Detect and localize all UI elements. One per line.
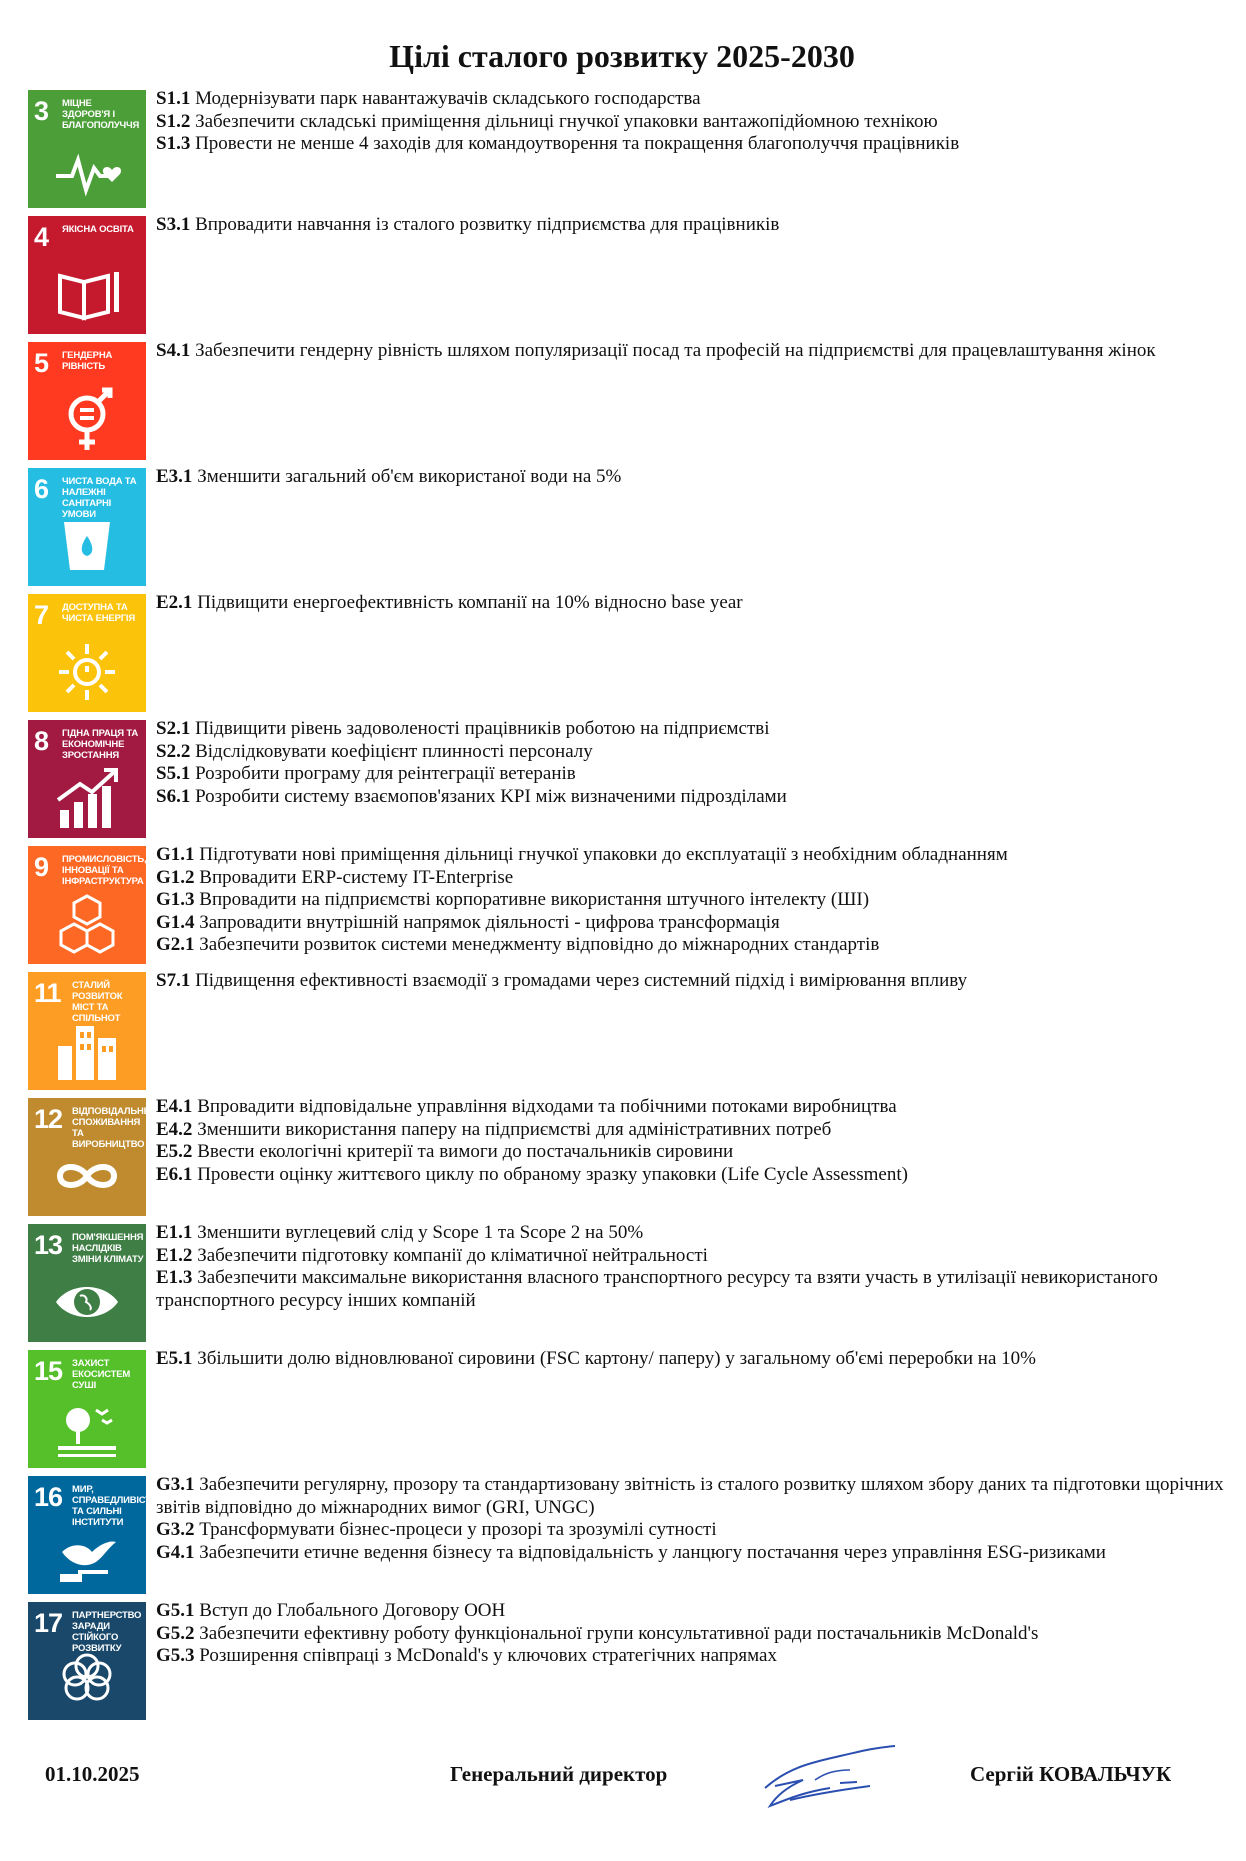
signature-icon [745,1728,905,1820]
sdg-label: ЯКІСНА ОСВІТА [62,224,134,235]
targets-list [156,214,1246,237]
sdg-tile [28,468,146,586]
sdg-label: ГЕНДЕРНА РІВНІСТЬ [62,350,113,372]
sdg-number: 6 [34,474,49,504]
sdg-label: СТАЛИЙ РОЗВИТОК МІСТ ТА СПІЛЬНОТ [72,980,123,1024]
target-code: E6.1 [156,1163,193,1185]
target-item [156,741,1246,764]
target-text: Впровадити ERP-систему IT-Enterprise [199,866,514,888]
target-text: Розробити програму для реінтеграції ветеранів [195,763,576,784]
footer-date: 01.10.2025 [45,1762,140,1786]
sdg-number: 13 [34,1230,63,1260]
sdg-label: ПРОМИСЛОВІСТЬ, ІННОВАЦІЇ ТА ІНФРАСТРУКТУРА [62,854,147,887]
target-item [156,214,1246,237]
sdg-label: МИР, СПРАВЕДЛИВІСТЬ ТА СИЛЬНІ ІНСТИТУТИ [72,1484,158,1528]
targets-list [156,1474,1246,1564]
target-text: Розширення співпраці з McDonald's у ключових стратегічних напрямах [199,1645,777,1666]
target-item [156,763,1246,786]
sdg-tile [28,720,146,838]
target-item [156,1245,1246,1268]
target-item [156,934,1246,957]
target-code: G4.1 [156,1541,195,1563]
sdg-label: ЗАХИСТ ЕКОСИСТЕМ СУШІ [72,1358,131,1391]
target-code: G2.1 [156,934,195,955]
target-code: G1.3 [156,889,195,910]
target-item [156,1141,1246,1164]
target-text: Забезпечити підготовку компанії до кліматичної нейтральності [197,1244,708,1266]
target-text: Забезпечити гендерну рівність шляхом популяризації посад та професій на підприємстві для працевлаштування жінок [195,340,1156,361]
target-code: G3.1 [156,1474,195,1495]
target-text: Підвищити рівень задоволеності працівників роботою на підприємстві [195,718,770,739]
sdg-label: ПАРТНЕРСТВО ЗАРАДИ СТІЙКОГО РОЗВИТКУ [72,1610,142,1654]
targets-list [156,718,1246,808]
targets-list [156,844,1246,957]
target-item [156,1096,1246,1119]
targets-list [156,1348,1246,1371]
sdg-label: ГІДНА ПРАЦЯ ТА ЕКОНОМІЧНЕ ЗРОСТАННЯ [62,728,139,761]
sdg-tile [28,216,146,334]
gender-equality-icon [52,388,122,452]
target-code: G1.2 [156,866,195,888]
target-code: S3.1 [156,214,191,235]
target-text: Забезпечити максимальне використання власного транспортного ресурсу та взяти участь в утилізації невикористаного транспортного ресурсу інших компаній [156,1267,1158,1311]
target-item [156,1119,1246,1142]
water-drop-icon [52,514,122,578]
target-item [156,133,1246,156]
target-text: Впровадити на підприємстві корпоративне використання штучного інтелекту (ШІ) [199,889,870,910]
target-text: Зменшити вуглецевий слід у Scope 1 та Scope 2 на 50% [197,1222,644,1243]
target-code: E1.1 [156,1222,193,1243]
page-title: Цілі сталого розвитку 2025-2030 [389,38,855,74]
heartbeat-icon [52,136,122,200]
target-text: Впровадити навчання із сталого розвитку підприємства для працівників [195,214,780,235]
target-item [156,592,1246,615]
target-item [156,1623,1246,1646]
target-text: Забезпечити складські приміщення дільниці гнучкої упаковки вантажопідйомною технікою [195,110,938,132]
target-text: Відслідковувати коефіцієнт плинності персоналу [195,740,593,762]
target-text: Підготувати нові приміщення дільниці гнучкої упаковки до експлуатації з необхідним обладнанням [199,844,1008,865]
sdg-tile [28,972,146,1090]
target-code: E4.2 [156,1118,193,1140]
target-text: Трансформувати бізнес-процеси у прозорі та зрозумілі сутності [199,1519,717,1540]
earth-eye-icon [52,1270,122,1334]
target-code: S7.1 [156,970,191,991]
footer-name: Сергій КОВАЛЬЧУК [970,1762,1172,1786]
targets-list [156,1222,1246,1312]
sdg-label: ДОСТУПНА ТА ЧИСТА ЕНЕРГІЯ [62,602,135,624]
targets-list [156,1096,1246,1186]
sdg-tile [28,90,146,208]
sdg-label: МІЦНЕ ЗДОРОВ'Я І БЛАГОПОЛУЧЧЯ [62,98,140,131]
targets-list [156,970,1246,993]
target-item [156,1222,1246,1245]
sdg-number: 9 [34,852,49,882]
target-code: E5.1 [156,1348,193,1369]
sdg-number: 7 [34,600,49,630]
target-code: G3.2 [156,1519,195,1540]
target-item [156,1645,1246,1668]
sdg-tile [28,1476,158,1594]
sdg-number: 16 [34,1482,63,1512]
sdg-number: 8 [34,726,49,756]
cubes-icon [52,892,122,956]
targets-list [156,592,1246,615]
sun-power-icon [52,640,122,704]
target-text: Підвищення ефективності взаємодії з громадами через системний підхід і вимірювання впливу [195,970,968,991]
target-item [156,718,1246,741]
target-item [156,466,1246,489]
target-code: S1.1 [156,88,191,109]
sdg-tile [28,1224,146,1342]
target-item [156,111,1246,134]
partnership-flower-icon [52,1648,122,1712]
target-code: G1.4 [156,911,195,933]
target-item [156,1474,1246,1519]
tree-birds-icon [52,1396,122,1460]
target-text: Вступ до Глобального Договору ООН [199,1600,506,1621]
sdg-tile [28,594,146,712]
target-item [156,1267,1246,1312]
target-item [156,786,1246,809]
target-code: E5.2 [156,1141,193,1162]
target-text: Запровадити внутрішній напрямок діяльності - цифрова трансформація [199,911,780,933]
sdg-number: 4 [34,222,49,252]
target-code: G5.2 [156,1622,195,1644]
target-text: Розробити систему взаємопов'язаних KPI між визначеними підрозділами [195,785,787,807]
target-item [156,340,1246,363]
target-code: S5.1 [156,763,191,784]
target-item [156,867,1246,890]
target-code: S2.1 [156,718,191,739]
growth-chart-icon [52,766,122,830]
target-text: Провести не менше 4 заходів для командоутворення та покращення благополуччя працівників [195,133,960,154]
target-code: E3.1 [156,466,193,487]
targets-list [156,466,1246,489]
sdg-label: ЧИСТА ВОДА ТА НАЛЕЖНІ САНІТАРНІ УМОВИ [62,476,137,520]
sdg-number: 17 [34,1608,63,1638]
dove-gavel-icon [52,1522,122,1586]
footer-position: Генеральний директор [450,1762,668,1786]
target-text: Забезпечити ефективну роботу функціональної групи консультативної ради постачальників McDonald's [199,1622,1039,1644]
target-code: S1.3 [156,133,191,154]
target-code: E1.3 [156,1267,193,1288]
target-text: Забезпечити етичне ведення бізнесу та відповідальність у ланцюгу постачання через управління ESG-ризиками [199,1541,1106,1563]
target-item [156,1348,1246,1371]
sdg-label: ПОМ'ЯКШЕННЯ НАСЛІДКІВ ЗМІНИ КЛІМАТУ [72,1232,144,1265]
target-item [156,1519,1246,1542]
city-buildings-icon [52,1018,122,1082]
target-text: Зменшити використання паперу на підприємстві для адміністративних потреб [197,1118,832,1140]
sdg-tile [28,846,146,964]
target-item [156,1600,1246,1623]
target-code: G5.1 [156,1600,195,1621]
targets-list [156,340,1246,363]
sdg-number: 11 [34,978,61,1008]
target-text: Впровадити відповідальне управління відходами та побічними потоками виробництва [197,1096,897,1117]
target-text: Підвищити енергоефективність компанії на 10% відносно base year [197,592,743,613]
target-code: S6.1 [156,785,191,807]
sdg-tile [28,1602,146,1720]
targets-list [156,1600,1246,1668]
target-item [156,1164,1246,1187]
target-text: Забезпечити регулярну, прозору та стандартизовану звітність із сталого розвитку шляхом збору даних та підготовки щорічних звітів відповідно до міжнародних вимог (GRI, UNGC) [156,1474,1224,1518]
target-item [156,889,1246,912]
sdg-number: 15 [34,1356,63,1386]
sdg-number: 3 [34,96,49,126]
target-text: Забезпечити розвиток системи менеджменту відповідно до міжнародних стандартів [199,934,880,955]
sdg-number: 5 [34,348,49,378]
target-item [156,844,1246,867]
target-code: E2.1 [156,592,193,613]
target-code: E1.2 [156,1244,193,1266]
targets-list [156,88,1246,156]
target-item [156,912,1246,935]
target-text: Зменшити загальний об'єм використаної води на 5% [197,466,622,487]
target-text: Модернізувати парк навантажувачів складського господарства [195,88,701,109]
target-item [156,1542,1246,1565]
sdg-tile [28,1098,150,1216]
target-text: Ввести екологічні критерії та вимоги до постачальників сировини [197,1141,734,1162]
target-item [156,88,1246,111]
sdg-tile [28,342,146,460]
target-code: G1.1 [156,844,195,865]
target-code: G5.3 [156,1645,195,1666]
target-code: S4.1 [156,340,191,361]
sdg-number: 12 [34,1104,63,1134]
target-item [156,970,1246,993]
target-text: Збільшити долю відновлюваної сировини (FSC картону/ паперу) у загальному об'ємі переробки на 10% [197,1348,1036,1369]
book-pencil-icon [52,262,122,326]
sdg-label: ВІДПОВІДАЛЬНЕ СПОЖИВАННЯ ТА ВИРОБНИЦТВО [72,1106,150,1150]
target-text: Провести оцінку життєвого циклу по обраному зразку упаковки (Life Cycle Assessment) [197,1163,908,1185]
infinity-loop-icon [52,1144,122,1208]
target-code: E4.1 [156,1096,193,1117]
target-code: S2.2 [156,740,191,762]
sdg-tile [28,1350,146,1468]
target-code: S1.2 [156,110,191,132]
